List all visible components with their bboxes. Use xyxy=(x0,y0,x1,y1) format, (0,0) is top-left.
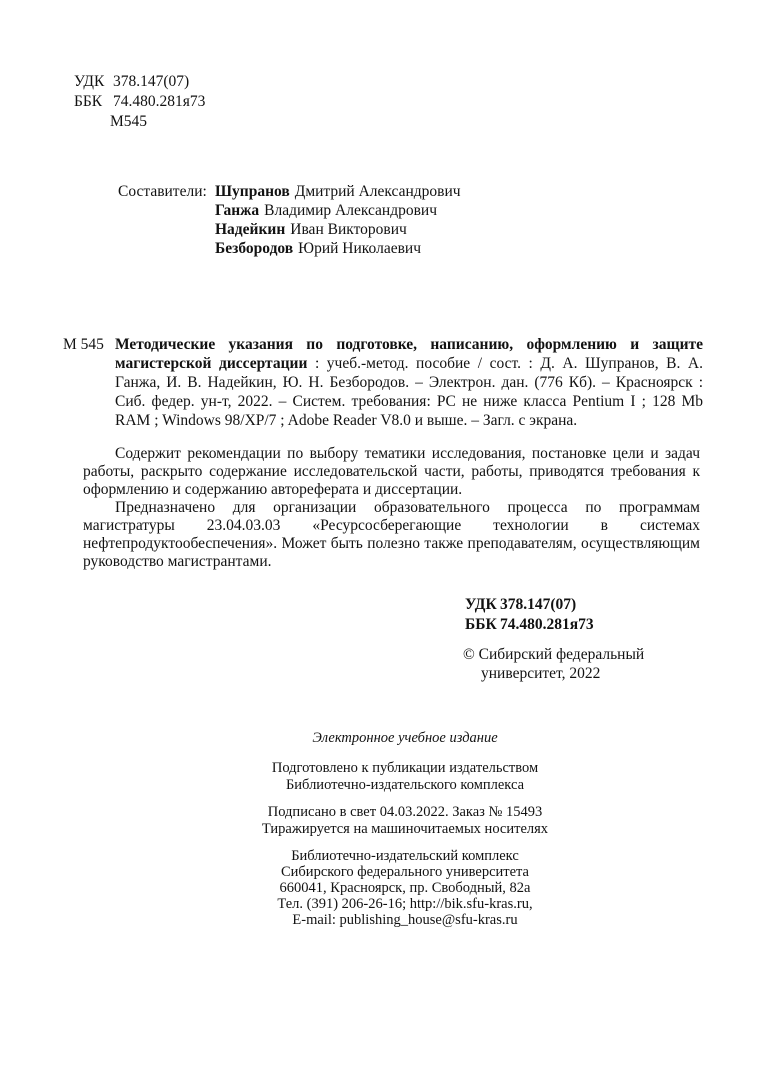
bbk-repeat-line xyxy=(465,615,594,635)
publisher-line: 660041, Красноярск, пр. Свободный, 82а xyxy=(279,880,531,896)
compiler-item xyxy=(215,182,461,201)
udk-repeat-label: УДК xyxy=(465,596,497,613)
compiler-surname: Безбородов xyxy=(215,240,294,257)
top-codes-block xyxy=(74,72,205,132)
signed-line: Тиражируется на машиночитаемых носителях xyxy=(261,821,549,837)
udk-value: 378.147(07) xyxy=(113,73,190,90)
publisher-line: Сибирского федерального университета xyxy=(281,864,529,880)
colophon-block xyxy=(110,730,700,928)
edition-type: Электронное учебное издание xyxy=(312,730,498,746)
udk-line xyxy=(74,72,205,92)
bbk-repeat-value: 74.480.281я73 xyxy=(500,616,594,633)
prepared-by-block xyxy=(110,760,700,794)
codes-repeat-block xyxy=(465,595,594,635)
bbk-label: ББК xyxy=(74,93,103,110)
bib-title: Методические указания по подготовке, написанию, оформлению и защите магистерской диссертации xyxy=(115,336,703,372)
print-info-block xyxy=(110,804,700,838)
compiler-surname: Надейкин xyxy=(215,221,286,238)
bibliographic-record xyxy=(63,335,703,430)
authors-mark: М545 xyxy=(110,113,148,130)
copyright-line-1: © Сибирский федеральный xyxy=(463,646,645,663)
publisher-address-block xyxy=(110,848,700,928)
compiler-name: Юрий Николаевич xyxy=(298,240,421,257)
udk-repeat-value: 378.147(07) xyxy=(500,596,577,613)
bbk-repeat-label: ББК xyxy=(465,616,497,633)
udk-repeat-line xyxy=(465,595,594,615)
signed-line: Подписано в свет 04.03.2022. Заказ № 15493 xyxy=(267,804,543,820)
bib-text xyxy=(115,335,703,430)
bbk-line xyxy=(74,92,205,112)
prepared-line: Подготовлено к публикации издательством xyxy=(271,760,539,776)
annotation-paragraph-2: Предназначено для организации образовательного процесса по программам магистратуры 23.04.03.03 «Ресурсосберегающие технологии в системах нефтепродуктообеспечения». Может быть полезно также преподавателям, осуществляющим руководство магистрантами. xyxy=(83,499,700,570)
udk-label: УДК xyxy=(74,73,105,90)
publisher-line: E-mail: publishing_house@sfu-kras.ru xyxy=(292,912,518,928)
copyright-line-2: университет, 2022 xyxy=(481,665,601,682)
publisher-line: Тел. (391) 206-26-16; http://bik.sfu-kras.ru, xyxy=(277,896,533,912)
compiler-name: Владимир Александрович xyxy=(264,202,438,219)
compiler-item xyxy=(215,239,461,258)
compiler-name: Дмитрий Александрович xyxy=(294,183,461,200)
publisher-line: Библиотечно-издательский комплекс xyxy=(291,848,519,864)
compiler-name: Иван Викторович xyxy=(290,221,407,238)
prepared-line: Библиотечно-издательского комплекса xyxy=(285,777,525,793)
bbk-value: 74.480.281я73 xyxy=(113,93,206,110)
bib-authors-mark: М 545 xyxy=(63,336,104,353)
copyright-block xyxy=(463,645,644,683)
annotation-block xyxy=(83,445,700,571)
compiler-surname: Шупранов xyxy=(215,183,290,200)
compilers-block xyxy=(118,182,461,258)
compiler-surname: Ганжа xyxy=(215,202,260,219)
compiler-item xyxy=(215,220,461,239)
compiler-item xyxy=(215,201,461,220)
bib-description: : учеб.-метод. пособие / сост. : Д. А. Шупранов, В. А. Ганжа, И. В. Надейкин, Ю. Н. Безбородов. – Электрон. дан. (776 Кб). – Красноярск : Сиб. федер. ун-т, 2022. – Систем. требования: PC не ниже класса Pentium I ; 128 Mb RAM ; Windows 98/XP/7 ; Adobe Reader V8.0 и выше. – Загл. с экрана. xyxy=(115,355,703,429)
compilers-list xyxy=(215,182,461,258)
compilers-label: Составители: xyxy=(118,183,207,200)
annotation-paragraph-1: Содержит рекомендации по выбору тематики исследования, постановке цели и задач работы, раскрыто содержание исследовательской части, работы, приводятся требования к оформлению и содержанию автореферата и диссертации. xyxy=(83,445,700,498)
